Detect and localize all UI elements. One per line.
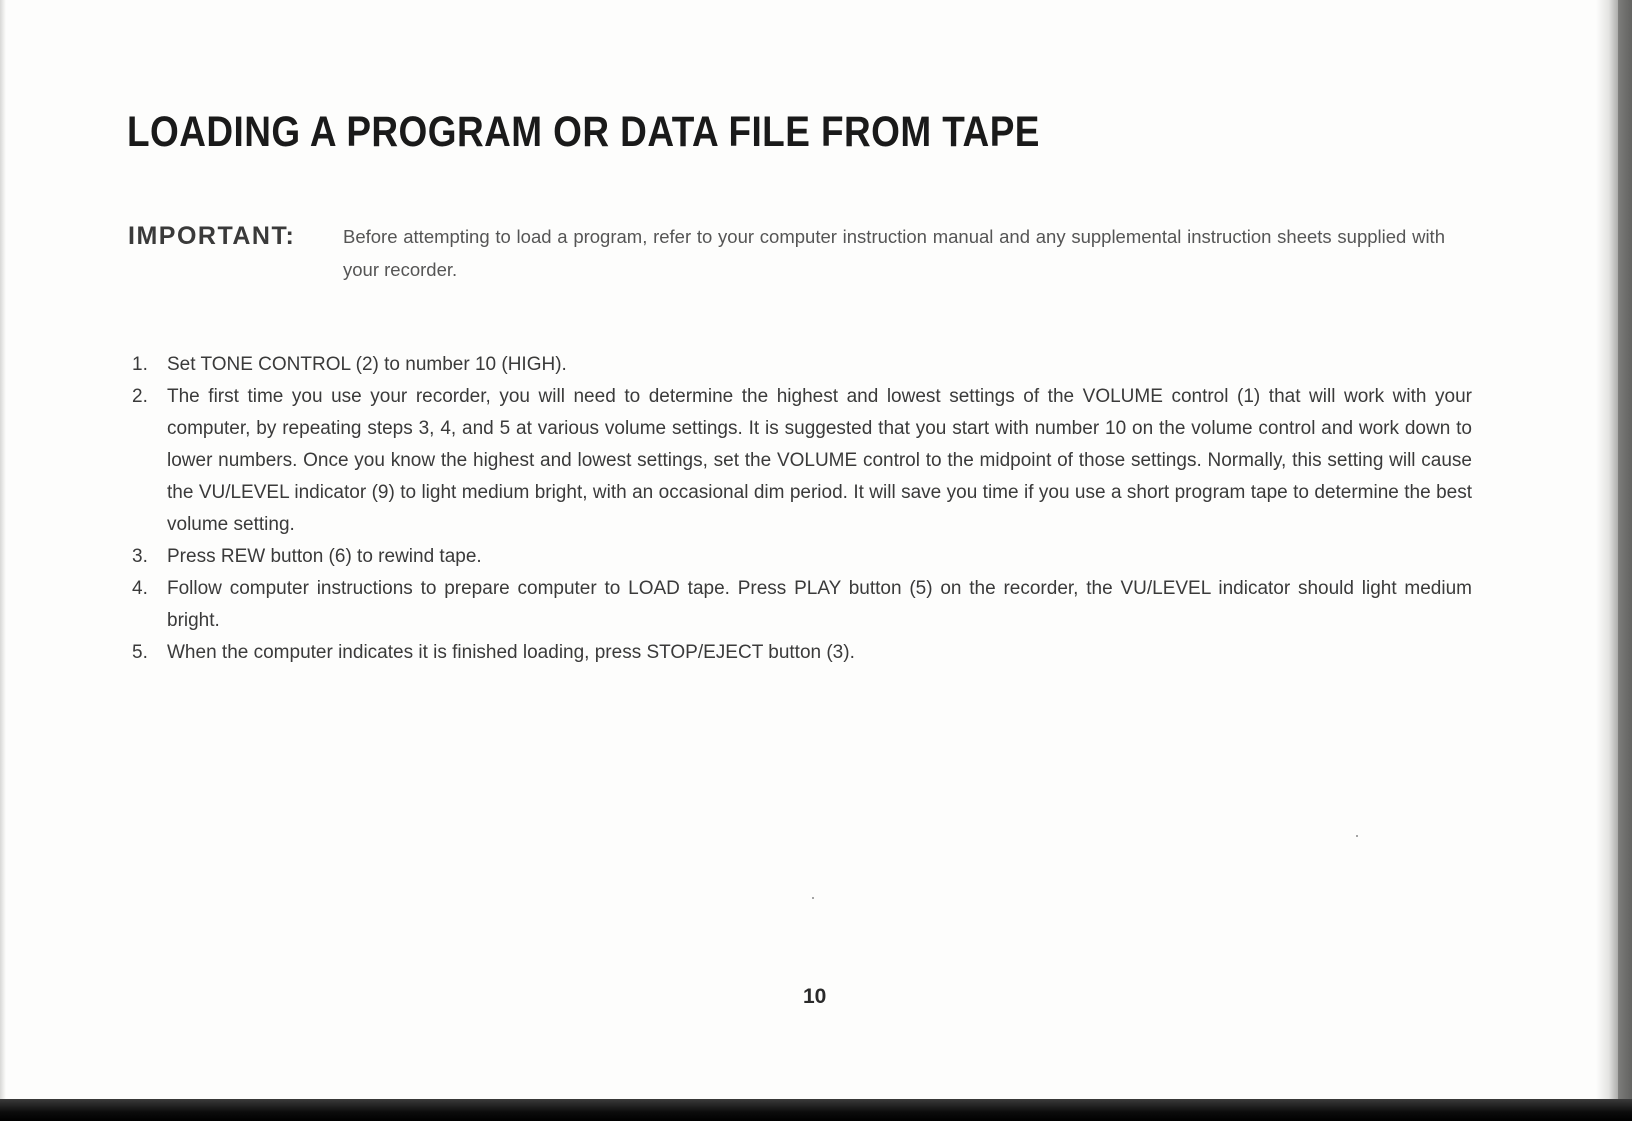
step-text: Set TONE CONTROL (2) to number 10 (HIGH). xyxy=(167,354,567,375)
page-number: 10 xyxy=(803,985,827,1008)
step-text: Follow computer instructions to prepare computer to LOAD tape. Press PLAY button (5) on the recorder, the VU/LEVEL indicator should light medium bright. xyxy=(167,578,1472,631)
step-2 xyxy=(132,381,1472,541)
page-left-edge xyxy=(0,0,6,1121)
page-title: LOADING A PROGRAM OR DATA FILE FROM TAPE xyxy=(127,108,1040,156)
page-bottom-edge-shadow xyxy=(0,1099,1632,1121)
important-label: IMPORTANT: xyxy=(128,222,296,250)
paper-speck xyxy=(812,897,814,899)
step-text: The first time you use your recorder, you will need to determine the highest and lowest settings of the VOLUME control (1) that will work with your computer, by repeating steps 3, 4, and 5 at various volume settings. It is suggested that you start with number 10 on the volume control and work down to lower numbers. Once you know the highest and lowest settings, set the VOLUME control to the midpoint of those settings. Normally, this setting will cause the VU/LEVEL indicator (9) to light medium bright, with an occasional dim period. It will save you time if you use a short program tape to determine the best volume setting. xyxy=(167,386,1472,535)
important-text: Before attempting to load a program, refer to your computer instruction manual and any supplemental instruction sheets supplied with your recorder. xyxy=(343,226,1445,280)
step-number: 4. xyxy=(132,578,148,599)
step-number: 2. xyxy=(132,386,148,407)
step-number: 5. xyxy=(132,642,148,663)
step-text: Press REW button (6) to rewind tape. xyxy=(167,546,482,567)
paper-speck xyxy=(1356,835,1358,837)
step-5 xyxy=(132,637,1472,669)
important-note xyxy=(128,220,1458,286)
page-right-edge-binding xyxy=(1618,0,1632,1121)
step-3 xyxy=(132,541,1472,573)
step-1 xyxy=(132,349,1472,381)
step-text: When the computer indicates it is finished loading, press STOP/EJECT button (3). xyxy=(167,642,855,663)
step-4 xyxy=(132,573,1472,637)
instruction-steps xyxy=(132,349,1472,669)
step-number: 3. xyxy=(132,546,148,567)
step-number: 1. xyxy=(132,354,148,375)
